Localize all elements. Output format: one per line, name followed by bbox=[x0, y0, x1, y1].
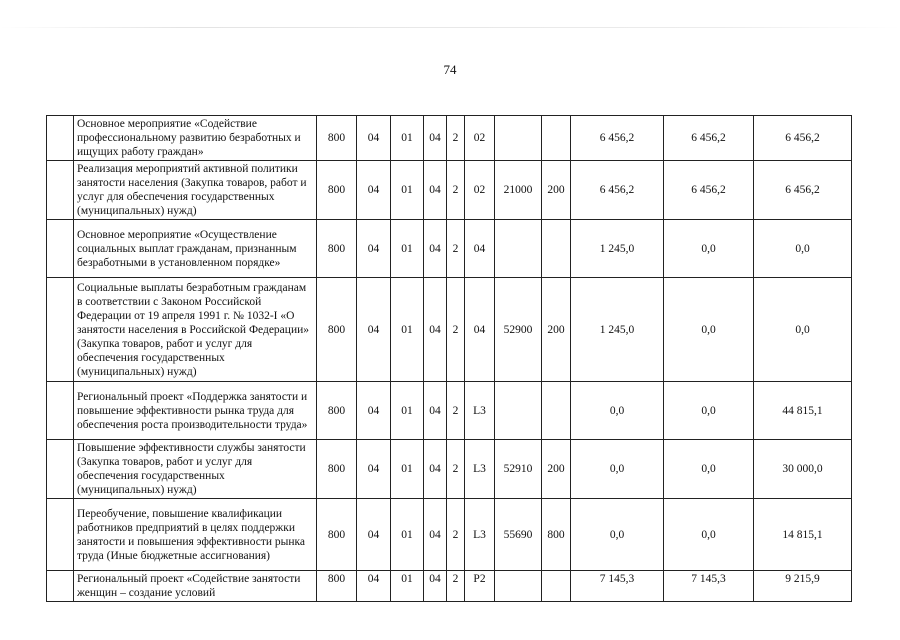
item-name-cell: Социальные выплаты безработным гражданам в соответствии с Законом Российской Федерации от 19 апреля 1991 г. № 1032-I «О занятости населения в Российской Федерации» (Закупка товаров, работ и услуг для обеспечения государственных (муниципальных) нужд) bbox=[74, 278, 317, 382]
code-direction-cell: 55690 bbox=[495, 499, 542, 571]
code-activity-cell: 04 bbox=[465, 220, 495, 278]
amount-year2-cell: 0,0 bbox=[664, 440, 754, 499]
code-expense-type-cell bbox=[542, 571, 571, 602]
amount-year3-cell: 30 000,0 bbox=[754, 440, 852, 499]
row-margin-cell bbox=[47, 571, 74, 602]
code-direction-cell: 52900 bbox=[495, 278, 542, 382]
code-subprogram-cell: 2 bbox=[447, 440, 465, 499]
code-grbs-cell: 800 bbox=[317, 499, 357, 571]
table-row bbox=[47, 220, 852, 278]
table-row bbox=[47, 161, 852, 220]
code-direction-cell bbox=[495, 382, 542, 440]
item-name-cell: Основное мероприятие «Содействие профессиональному развитию безработных и ищущих работу граждан» bbox=[74, 116, 317, 161]
code-activity-cell: L3 bbox=[465, 382, 495, 440]
code-activity-cell: 04 bbox=[465, 278, 495, 382]
code-program-cell: 04 bbox=[424, 161, 447, 220]
code-direction-cell bbox=[495, 220, 542, 278]
code-program-cell: 04 bbox=[424, 116, 447, 161]
code-subprogram-cell: 2 bbox=[447, 278, 465, 382]
code-grbs-cell: 800 bbox=[317, 116, 357, 161]
code-subsection-cell: 01 bbox=[391, 220, 424, 278]
amount-year3-cell: 6 456,2 bbox=[754, 116, 852, 161]
amount-year1-cell: 0,0 bbox=[571, 440, 664, 499]
amount-year3-cell: 0,0 bbox=[754, 278, 852, 382]
code-program-cell: 04 bbox=[424, 440, 447, 499]
code-activity-cell: L3 bbox=[465, 440, 495, 499]
amount-year1-cell: 7 145,3 bbox=[571, 571, 664, 602]
code-expense-type-cell: 200 bbox=[542, 278, 571, 382]
item-name-cell: Переобучение, повышение квалификации работников предприятий в целях поддержки занятости и повышения эффективности рынка труда (Иные бюджетные ассигнования) bbox=[74, 499, 317, 571]
code-grbs-cell: 800 bbox=[317, 440, 357, 499]
code-direction-cell: 21000 bbox=[495, 161, 542, 220]
row-margin-cell bbox=[47, 278, 74, 382]
table-row bbox=[47, 278, 852, 382]
code-expense-type-cell bbox=[542, 220, 571, 278]
amount-year2-cell: 0,0 bbox=[664, 278, 754, 382]
code-section-cell: 04 bbox=[357, 382, 391, 440]
amount-year2-cell: 0,0 bbox=[664, 499, 754, 571]
row-margin-cell bbox=[47, 440, 74, 499]
code-grbs-cell: 800 bbox=[317, 382, 357, 440]
code-subprogram-cell: 2 bbox=[447, 499, 465, 571]
amount-year1-cell: 1 245,0 bbox=[571, 220, 664, 278]
code-expense-type-cell: 800 bbox=[542, 499, 571, 571]
code-program-cell: 04 bbox=[424, 571, 447, 602]
code-section-cell: 04 bbox=[357, 440, 391, 499]
table-row bbox=[47, 116, 852, 161]
code-section-cell: 04 bbox=[357, 278, 391, 382]
amount-year1-cell: 6 456,2 bbox=[571, 116, 664, 161]
row-margin-cell bbox=[47, 116, 74, 161]
table-row bbox=[47, 382, 852, 440]
code-subsection-cell: 01 bbox=[391, 571, 424, 602]
code-section-cell: 04 bbox=[357, 116, 391, 161]
table-body bbox=[47, 116, 852, 602]
code-activity-cell: P2 bbox=[465, 571, 495, 602]
code-subprogram-cell: 2 bbox=[447, 116, 465, 161]
item-name-cell: Основное мероприятие «Осуществление социальных выплат гражданам, признанным безработными в установленном порядке» bbox=[74, 220, 317, 278]
amount-year1-cell: 6 456,2 bbox=[571, 161, 664, 220]
code-subprogram-cell: 2 bbox=[447, 161, 465, 220]
code-section-cell: 04 bbox=[357, 220, 391, 278]
code-subsection-cell: 01 bbox=[391, 499, 424, 571]
code-activity-cell: 02 bbox=[465, 116, 495, 161]
row-margin-cell bbox=[47, 161, 74, 220]
row-margin-cell bbox=[47, 499, 74, 571]
item-name-cell: Реализация мероприятий активной политики занятости населения (Закупка товаров, работ и услуг для обеспечения государственных (муниципальных) нужд) bbox=[74, 161, 317, 220]
code-direction-cell: 52910 bbox=[495, 440, 542, 499]
amount-year2-cell: 6 456,2 bbox=[664, 161, 754, 220]
code-program-cell: 04 bbox=[424, 499, 447, 571]
code-subprogram-cell: 2 bbox=[447, 571, 465, 602]
item-name-cell: Повышение эффективности службы занятости (Закупка товаров, работ и услуг для обеспечения государственных (муниципальных) нужд) bbox=[74, 440, 317, 499]
code-subsection-cell: 01 bbox=[391, 161, 424, 220]
table-row bbox=[47, 499, 852, 571]
code-program-cell: 04 bbox=[424, 278, 447, 382]
code-grbs-cell: 800 bbox=[317, 278, 357, 382]
code-program-cell: 04 bbox=[424, 220, 447, 278]
amount-year2-cell: 7 145,3 bbox=[664, 571, 754, 602]
code-expense-type-cell: 200 bbox=[542, 440, 571, 499]
code-subprogram-cell: 2 bbox=[447, 382, 465, 440]
scan-artifact-line bbox=[0, 27, 900, 28]
code-activity-cell: 02 bbox=[465, 161, 495, 220]
code-subsection-cell: 01 bbox=[391, 278, 424, 382]
amount-year3-cell: 6 456,2 bbox=[754, 161, 852, 220]
amount-year3-cell: 44 815,1 bbox=[754, 382, 852, 440]
amount-year2-cell: 6 456,2 bbox=[664, 116, 754, 161]
row-margin-cell bbox=[47, 220, 74, 278]
code-section-cell: 04 bbox=[357, 571, 391, 602]
code-program-cell: 04 bbox=[424, 382, 447, 440]
table-row bbox=[47, 440, 852, 499]
item-name-cell: Региональный проект «Содействие занятости женщин – создание условий bbox=[74, 571, 317, 602]
code-activity-cell: L3 bbox=[465, 499, 495, 571]
amount-year2-cell: 0,0 bbox=[664, 382, 754, 440]
amount-year1-cell: 1 245,0 bbox=[571, 278, 664, 382]
code-direction-cell bbox=[495, 116, 542, 161]
amount-year1-cell: 0,0 bbox=[571, 382, 664, 440]
code-subprogram-cell: 2 bbox=[447, 220, 465, 278]
code-subsection-cell: 01 bbox=[391, 116, 424, 161]
amount-year1-cell: 0,0 bbox=[571, 499, 664, 571]
budget-table bbox=[46, 115, 852, 602]
code-grbs-cell: 800 bbox=[317, 161, 357, 220]
code-subsection-cell: 01 bbox=[391, 382, 424, 440]
table-row bbox=[47, 571, 852, 602]
code-expense-type-cell: 200 bbox=[542, 161, 571, 220]
row-margin-cell bbox=[47, 382, 74, 440]
amount-year2-cell: 0,0 bbox=[664, 220, 754, 278]
amount-year3-cell: 14 815,1 bbox=[754, 499, 852, 571]
amount-year3-cell: 9 215,9 bbox=[754, 571, 852, 602]
code-subsection-cell: 01 bbox=[391, 440, 424, 499]
code-grbs-cell: 800 bbox=[317, 220, 357, 278]
code-section-cell: 04 bbox=[357, 499, 391, 571]
code-grbs-cell: 800 bbox=[317, 571, 357, 602]
code-expense-type-cell bbox=[542, 382, 571, 440]
code-expense-type-cell bbox=[542, 116, 571, 161]
code-direction-cell bbox=[495, 571, 542, 602]
page-number: 74 bbox=[443, 62, 457, 77]
code-section-cell: 04 bbox=[357, 161, 391, 220]
item-name-cell: Региональный проект «Поддержка занятости и повышение эффективности рынка труда для обеспечения роста производительности труда» bbox=[74, 382, 317, 440]
amount-year3-cell: 0,0 bbox=[754, 220, 852, 278]
